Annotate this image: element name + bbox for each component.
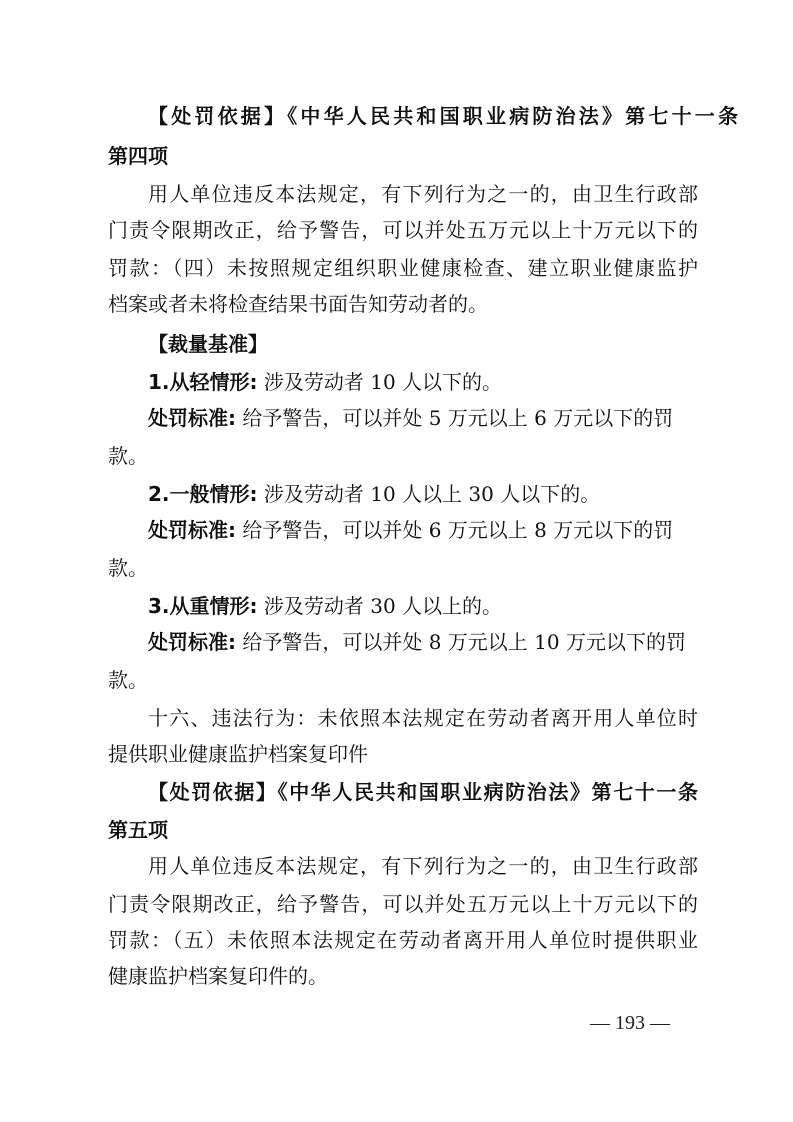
section15-clause-line1: 用人单位违反本法规定，有下列行为之一的，由卫生行政部 — [148, 182, 698, 206]
heavy-case-text: 涉及劳动者 30 人以上的。 — [263, 594, 503, 618]
page-number: — 193 — — [590, 1012, 670, 1034]
section16-basis-line1: 【处罚依据】《中华人民共和国职业病防治法》第七十一条 — [148, 780, 698, 804]
section15-basis-line1: 【处罚依据】《中华人民共和国职业病防治法》第七十一条 — [148, 104, 738, 128]
general-penalty-text: 给予警告，可以并处 6 万元以上 8 万元以下的罚 — [242, 518, 674, 542]
section16-clause-line4: 健康监护档案复印件的。 — [108, 964, 328, 988]
light-penalty-cont: 款。 — [108, 444, 148, 468]
heavy-penalty — [148, 628, 748, 656]
section15-clause-line3: 罚款：（四）未按照规定组织职业健康检查、建立职业健康监护 — [108, 256, 698, 280]
standard-heading: 【裁量基准】 — [148, 332, 268, 356]
section16-basis-line2: 第五项 — [108, 818, 168, 842]
section16-title-line2: 提供职业健康监护档案复印件 — [108, 742, 368, 766]
heavy-penalty-cont: 款。 — [108, 668, 148, 692]
light-penalty-label: 处罚标准: — [148, 406, 236, 430]
general-penalty-label: 处罚标准: — [148, 518, 236, 542]
general-penalty — [148, 516, 748, 544]
heavy-case-label: 3.从重情形: — [148, 594, 258, 618]
light-case-label: 1.从轻情形: — [148, 370, 258, 394]
general-case — [148, 480, 748, 508]
light-penalty-text: 给予警告，可以并处 5 万元以上 6 万元以下的罚 — [242, 406, 674, 430]
light-case-text: 涉及劳动者 10 人以下的。 — [263, 370, 503, 394]
general-case-label: 2.一般情形: — [148, 482, 258, 506]
section15-clause-line4: 档案或者未将检查结果书面告知劳动者的。 — [108, 292, 488, 316]
section16-clause-line3: 罚款：（五）未依照本法规定在劳动者离开用人单位时提供职业 — [108, 928, 698, 952]
heavy-case — [148, 592, 748, 620]
light-penalty — [148, 404, 748, 432]
section15-basis-line2: 第四项 — [108, 144, 168, 168]
section16-title-line1: 十六、违法行为：未依照本法规定在劳动者离开用人单位时 — [148, 706, 698, 730]
general-case-text: 涉及劳动者 10 人以上 30 人以下的。 — [263, 482, 601, 506]
heavy-penalty-text: 给予警告，可以并处 8 万元以上 10 万元以下的罚 — [242, 630, 686, 654]
heavy-penalty-label: 处罚标准: — [148, 630, 236, 654]
light-case — [148, 368, 748, 396]
section16-clause-line1: 用人单位违反本法规定，有下列行为之一的，由卫生行政部 — [148, 854, 698, 878]
section15-clause-line2: 门责令限期改正，给予警告，可以并处五万元以上十万元以下的 — [108, 218, 698, 242]
general-penalty-cont: 款。 — [108, 556, 148, 580]
section16-clause-line2: 门责令限期改正，给予警告，可以并处五万元以上十万元以下的 — [108, 892, 698, 916]
